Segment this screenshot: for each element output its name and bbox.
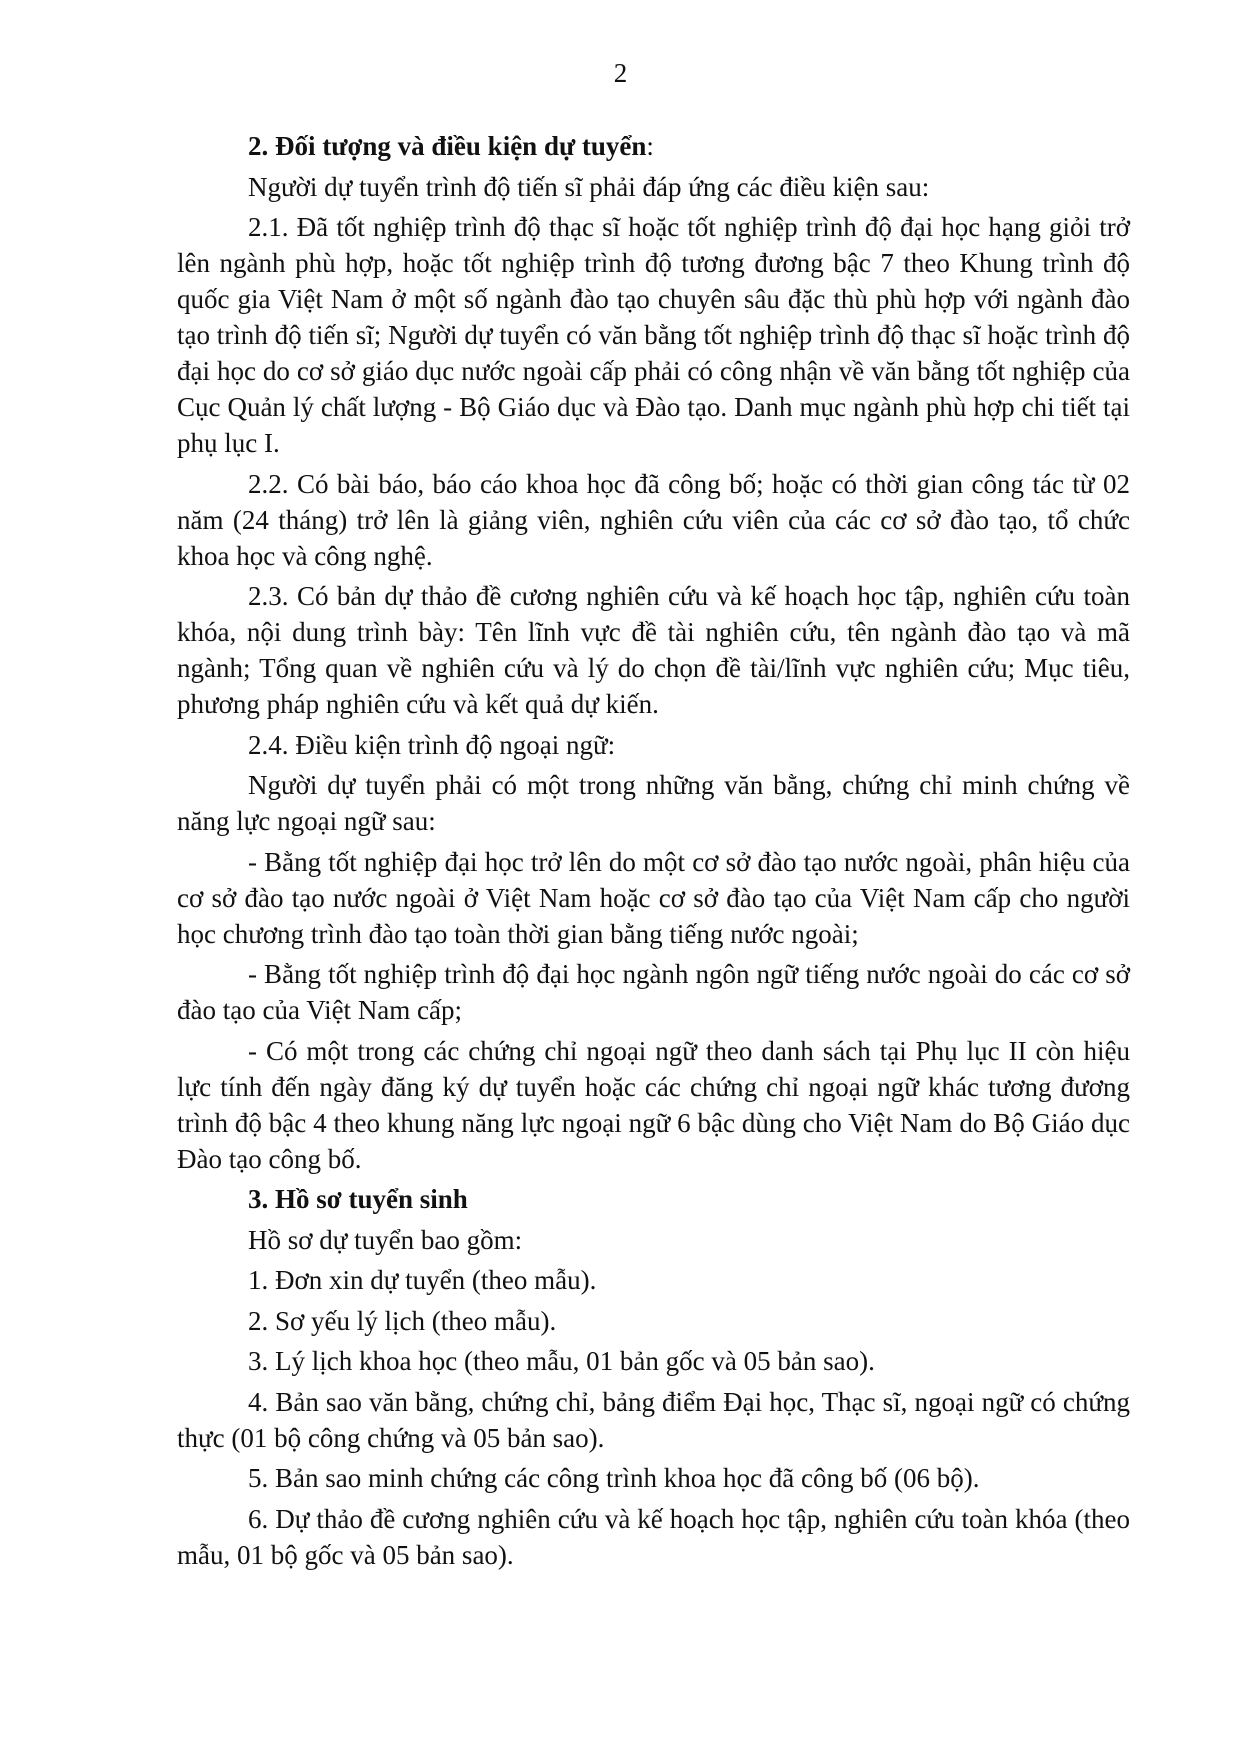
language-requirement-bullet: - Bằng tốt nghiệp đại học trở lên do một cơ sở đào tạo nước ngoài, phân hiệu của cơ sở đào tạo nước ngoài ở Việt Nam hoặc cơ sở đào tạo của Việt Nam cấp cho người học chương trình đào tạo toàn thời gian bằng tiếng nước ngoài;: [177, 846, 1130, 949]
item-2-4-intro: Người dự tuyển phải có một trong những văn bằng, chứng chỉ minh chứng về năng lực ngoại ngữ sau:: [177, 770, 1130, 836]
section-2-heading-suffix: :: [646, 131, 654, 161]
item-2-1-paragraph: 2.1. Đã tốt nghiệp trình độ thạc sĩ hoặc tốt nghiệp trình độ đại học hạng giỏi trở lên ngành phù hợp, hoặc tốt nghiệp trình độ tương đương bậc 7 theo Khung trình độ quốc gia Việt Nam ở một số ngành đào tạo chuyên sâu đặc thù phù hợp với ngành đào tạo trình độ tiến sĩ; Người dự tuyển có văn bằng tốt nghiệp trình độ thạc sĩ hoặc trình độ đại học do cơ sở giáo dục nước ngoài cấp phải có công nhận về văn bằng tốt nghiệp của Cục Quản lý chất lượng - Bộ Giáo dục và Đào tạo. Danh mục ngành phù hợp chi tiết tại phụ lục I.: [177, 212, 1130, 458]
section-3-intro: Hồ sơ dự tuyển bao gồm:: [248, 1224, 523, 1255]
section-2-heading: [177, 128, 1130, 164]
item-2-2-paragraph: 2.2. Có bài báo, báo cáo khoa học đã công bố; hoặc có thời gian công tác từ 02 năm (24 tháng) trở lên là giảng viên, nghiên cứu viên của các cơ sở đào tạo, tổ chức khoa học và công nghệ.: [177, 468, 1130, 571]
document-body: [177, 128, 1130, 1577]
language-requirement-bullet: - Bằng tốt nghiệp trình độ đại học ngành ngôn ngữ tiếng nước ngoài do các cơ sở đào tạo của Việt Nam cấp;: [177, 959, 1130, 1025]
item-2-4-title: 2.4. Điều kiện trình độ ngoại ngữ:: [248, 729, 616, 760]
application-document-item: 1. Đơn xin dự tuyển (theo mẫu).: [248, 1265, 597, 1295]
application-document-item: 5. Bản sao minh chứng các công trình khoa học đã công bố (06 bộ).: [248, 1463, 980, 1493]
application-document-item: 6. Dự thảo đề cương nghiên cứu và kế hoạch học tập, nghiên cứu toàn khóa (theo mẫu, 01 bộ gốc và 05 bản sao).: [177, 1503, 1130, 1570]
item-2-3-paragraph: 2.3. Có bản dự thảo đề cương nghiên cứu và kế hoạch học tập, nghiên cứu toàn khóa, nội dung trình bày: Tên lĩnh vực đề tài nghiên cứu, tên ngành đào tạo và mã ngành; Tổng quan về nghiên cứu và lý do chọn đề tài/lĩnh vực nghiên cứu; Mục tiêu, phương pháp nghiên cứu và kết quả dự kiến.: [177, 581, 1130, 719]
section-3-heading: 3. Hồ sơ tuyển sinh: [248, 1184, 468, 1214]
language-requirement-bullet: - Có một trong các chứng chỉ ngoại ngữ theo danh sách tại Phụ lục II còn hiệu lực tính đến ngày đăng ký dự tuyển hoặc các chứng chỉ ngoại ngữ khác tương đương trình độ bậc 4 theo khung năng lực ngoại ngữ 6 bậc dùng cho Việt Nam do Bộ Giáo dục Đào tạo công bố.: [177, 1035, 1130, 1174]
page-number: 2: [613, 58, 628, 88]
application-document-item: 2. Sơ yếu lý lịch (theo mẫu).: [248, 1305, 557, 1336]
section-2-intro: Người dự tuyển trình độ tiến sĩ phải đáp ứng các điều kiện sau:: [248, 171, 930, 202]
application-document-item: 4. Bản sao văn bằng, chứng chỉ, bảng điểm Đại học, Thạc sĩ, ngoại ngữ có chứng thực (01 bộ công chứng và 05 bản sao).: [177, 1386, 1130, 1453]
section-2-heading-text: 2. Đối tượng và điều kiện dự tuyển: [248, 131, 647, 161]
application-document-item: 3. Lý lịch khoa học (theo mẫu, 01 bản gốc và 05 bản sao).: [248, 1346, 875, 1376]
